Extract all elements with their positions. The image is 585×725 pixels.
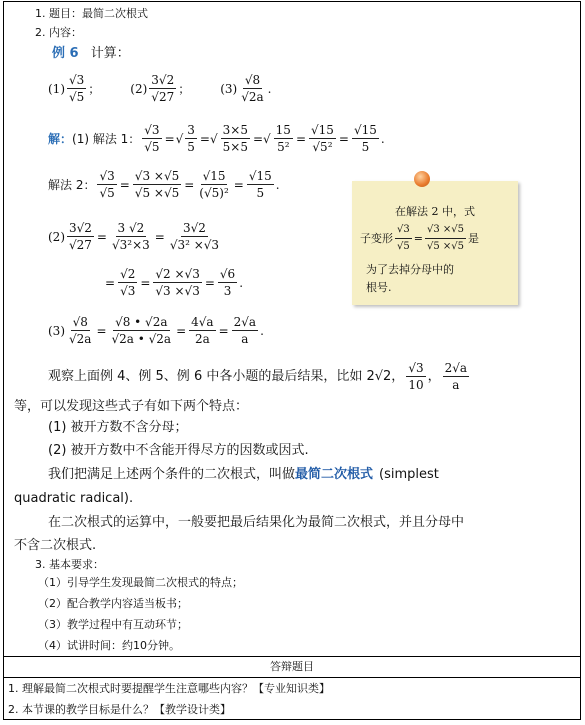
- part2-line1: (2) $\frac{3√2}{√27}$ = $\frac{3 √2}{\text{√3²×3}}$ = $\frac{3√2}{\text{√3² ×√3}}$: [48, 221, 220, 252]
- p2-term: $\frac{3 √2}{\text{√3²×3}}$: [111, 221, 150, 252]
- note-fraction: $\frac{√3 \times√5}{√5 \times√5}$: [426, 224, 464, 252]
- defense-question-1: 1. 理解最简二次根式时要提醒学生注意哪些内容？【专业知识类】: [8, 682, 330, 695]
- q3-suffix: .: [267, 81, 272, 96]
- part2-prefix: (2): [48, 229, 65, 244]
- example-heading: [52, 46, 130, 62]
- q1-prefix: (1): [48, 81, 65, 96]
- method2-intro: 解法 2：: [48, 178, 96, 192]
- q3-fraction: $\frac{√8}{√2a}$: [241, 73, 264, 104]
- rule-line2: 不含二次根式.: [14, 538, 97, 553]
- definition-line: 我们把满足上述两个条件的二次根式，叫做最简二次根式 (simplest: [48, 467, 439, 482]
- definition-line2: quadratic radical).: [14, 491, 134, 506]
- features-line: 等，可以发现这些式子有如下两个特点：: [14, 399, 249, 414]
- requirement-item: （3）教学过程中有互动环节；: [38, 618, 188, 631]
- p2-term: $\frac{3√2}{√27}$: [69, 221, 92, 252]
- p3-term: $\frac{2√a}{a}$: [233, 315, 257, 346]
- feature-2: (2) 被开方数中不含能开得尽方的因数或因式.: [48, 443, 309, 458]
- defense-title: 答辩题目: [270, 660, 314, 673]
- definition-term: 最简二次根式: [295, 467, 374, 482]
- p2-term: $\frac{√2}{√3}$: [120, 267, 136, 298]
- part2-line2: = $\frac{√2}{√3}$ = $\frac{√2 \times√3}{√3 \times√3}$ = $\frac{√6}{3}$ .: [105, 267, 244, 298]
- pushpin-icon: [414, 171, 430, 187]
- obs-fraction: $\frac{√3}{10}$: [408, 361, 424, 392]
- defense-question-2: 2. 本节课的教学目标是什么？【教学设计类】: [8, 703, 231, 716]
- m1-term: $\frac{√15}{\text{√5²}}$: [311, 123, 334, 154]
- requirement-item: （1）引导学生发现最简二次根式的特点；: [38, 576, 243, 589]
- requirements-title: 3. 基本要求：: [35, 558, 104, 571]
- m1-term: $\frac{√15}{5}$: [353, 123, 377, 154]
- note-line2: 子变形 $\frac{√3}{√5}$ = $\frac{√3 \times√5}{√5 \times√5}$ 是: [360, 222, 479, 255]
- topic-line: 1. 题目：最简二次根式: [35, 7, 148, 20]
- example-questions: [48, 72, 272, 105]
- p2-term: $\frac{√2 \times√3}{√3 \times√3}$: [155, 267, 200, 298]
- example-label: 例 6: [52, 46, 79, 61]
- example-title: 计算：: [90, 46, 130, 61]
- q3-prefix: (3): [220, 81, 238, 96]
- note-fraction: $\frac{√3}{√5}$: [397, 224, 410, 252]
- q1-suffix: ；: [88, 82, 101, 96]
- solution-method2: 解法 2： $\frac{√3}{√5}$ = $\frac{√3 \times√5}{√5 \times√5}$ = $\frac{√15}{\text{(√5)²}}$ = $\frac{√15}{5}$ .: [48, 169, 280, 200]
- solution-label: 解：: [48, 132, 73, 146]
- obs-fraction: $\frac{2√a}{a}$: [444, 361, 468, 392]
- m2-term: $\frac{√15}{\text{(√5)²}}$: [199, 169, 229, 200]
- note-line3: 为了去掉分母中的: [366, 263, 454, 276]
- m1-term: $\frac{15}{\text{5²}}$: [275, 123, 291, 154]
- divider-line: [3, 656, 581, 657]
- method1-intro: (1) 解法 1：: [72, 132, 141, 146]
- m1-term: $\frac{√3}{√5}$: [144, 123, 160, 154]
- q2-fraction: $\frac{3√2}{√27}$: [151, 73, 175, 104]
- m2-term: $\frac{√3}{√5}$: [99, 169, 115, 200]
- content-label: 2. 内容：: [35, 26, 82, 39]
- p3-term: $\frac{√8 • √2a}{√2a • √2a}$: [111, 315, 172, 346]
- q1-fraction: $\frac{√3}{√5}$: [69, 73, 85, 104]
- p2-term: $\frac{3√2}{\text{√3² ×√3}}$: [169, 221, 220, 252]
- solution-method1: 解： (1) 解法 1： $\frac{√3}{√5}$ = √ $\frac{3}{5}$ =√ $\frac{3\times 5}{5\times 5}$ =√ $\frac{15}{\text{5²}}$ = $\frac{√15}{\text{√5²}}$ = $\frac{√15}{5}$ .: [48, 123, 385, 154]
- requirement-item: （2）配合教学内容适当板书；: [38, 597, 188, 610]
- p3-term: $\frac{4√a}{2a}$: [191, 315, 214, 346]
- m1-term: $\frac{3}{5}$: [187, 123, 195, 154]
- feature-1: (1) 被开方数不含分母；: [48, 420, 188, 435]
- m2-term: $\frac{√15}{5}$: [248, 169, 272, 200]
- note-line4: 根号.: [366, 281, 392, 294]
- rule-line1: 在二次根式的运算中，一般要把最后结果化为最简二次根式，并且分母中: [48, 515, 465, 530]
- p2-term: $\frac{√6}{3}$: [219, 267, 236, 298]
- requirement-item: （4）试讲时间：约10分钟。: [38, 639, 180, 652]
- m1-root-sign: √: [175, 131, 184, 146]
- m1-term: $\frac{3\times 5}{5\times 5}$: [222, 123, 248, 154]
- part3-prefix: (3): [48, 323, 65, 338]
- observation-line: 观察上面例 4、例 5、例 6 中各小题的最后结果，比如 2√2， $\frac{√3}{10}$ ， $\frac{2√a}{a}$: [48, 361, 468, 392]
- part3-line: (3) $\frac{√8}{√2a}$ = $\frac{√8 • √2a}{√2a • √2a}$ = $\frac{4√a}{2a}$ = $\frac{2√a}{a}$ .: [48, 315, 264, 346]
- p3-term: $\frac{√8}{√2a}$: [69, 315, 92, 346]
- observation-text: 观察上面例 4、例 5、例 6 中各小题的最后结果，比如 2√2，: [48, 368, 405, 384]
- q2-suffix: ；: [178, 82, 191, 96]
- q2-prefix: (2): [130, 81, 148, 96]
- note-line1: 在解法 2 中，式: [395, 205, 475, 218]
- divider-line: [3, 677, 581, 678]
- m2-term: $\frac{√3 \times√5}{√5 \times√5}$: [134, 169, 180, 200]
